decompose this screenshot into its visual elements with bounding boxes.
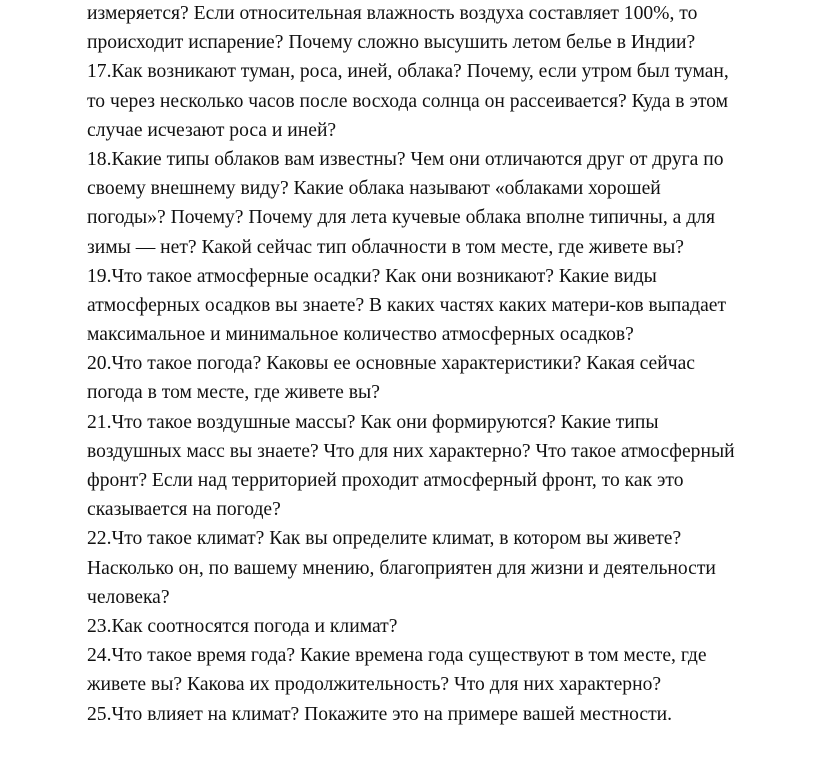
question-25-line-1: 25.Что влияет на климат? Покажите это на примере вашей местности. xyxy=(87,703,673,725)
question-18-line-2: своему внешнему виду? Какие облака называют «облаками хорошей xyxy=(87,178,661,200)
question-19-line-3: максимальное и минимальное количество атмосферных осадков? xyxy=(87,324,634,346)
question-17-line-3: случае исчезают роса и иней? xyxy=(87,119,337,141)
text-line-1: измеряется? Если относительная влажность воздуха составляет 100%, то xyxy=(87,3,698,24)
question-22-line-3: человека? xyxy=(87,586,170,608)
question-18-line-1: 18.Какие типы облаков вам известны? Чем они отличаются друг от друга по xyxy=(87,148,724,170)
question-17-line-1: 17.Как возникают туман, роса, иней, облака? Почему, если утром был туман, xyxy=(87,61,729,83)
question-22-line-2: Насколько он, по вашему мнению, благоприятен для жизни и деятельности xyxy=(87,557,716,579)
question-24-line-1: 24.Что такое время года? Какие времена года существуют в том месте, где xyxy=(87,645,707,667)
document-text-block xyxy=(87,0,813,729)
question-19-line-1: 19.Что такое атмосферные осадки? Как они возникают? Какие виды xyxy=(87,265,657,287)
question-17-line-2: то через несколько часов после восхода солнца он рассеивается? Куда в этом xyxy=(87,90,728,112)
question-24-line-2: живете вы? Какова их продолжительность? Что для них характерно? xyxy=(87,674,662,696)
question-21-line-2: воздушных масс вы знаете? Что для них характерно? Что такое атмосферный xyxy=(87,440,735,462)
question-20-line-2: погода в том месте, где живете вы? xyxy=(87,382,380,404)
text-line-2: происходит испарение? Почему сложно высушить летом белье в Индии? xyxy=(87,32,696,54)
question-21-line-1: 21.Что такое воздушные массы? Как они формируются? Какие типы xyxy=(87,411,659,433)
question-20-line-1: 20.Что такое погода? Каковы ее основные характеристики? Какая сейчас xyxy=(87,353,695,375)
question-21-line-3: фронт? Если над территорией проходит атмосферный фронт, то как это xyxy=(87,470,684,491)
question-18-line-3: погоды»? Почему? Почему для лета кучевые облака вполне типичны, а для xyxy=(87,207,715,229)
question-22-line-1: 22.Что такое климат? Как вы определите климат, в котором вы живете? xyxy=(87,528,682,550)
question-21-line-4: сказывается на погоде? xyxy=(87,499,281,521)
question-23-line-1: 23.Как соотносятся погода и климат? xyxy=(87,615,398,637)
question-19-line-2: атмосферных осадков вы знаете? В каких частях каких матери-ков выпадает xyxy=(87,294,727,316)
question-18-line-4: зимы — нет? Какой сейчас тип облачности в том месте, где живете вы? xyxy=(87,236,684,258)
